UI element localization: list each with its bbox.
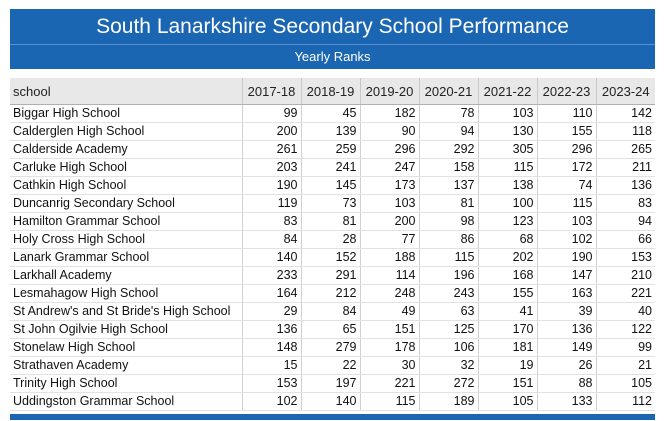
rank-cell: 112 [596,393,655,411]
rank-cell: 168 [478,267,537,285]
rank-cell: 119 [242,195,301,213]
rank-cell: 90 [360,123,419,141]
school-name-cell: St John Ogilvie High School [10,321,242,339]
rank-cell: 305 [478,141,537,159]
school-name-cell: Cathkin High School [10,177,242,195]
rank-cell: 188 [360,249,419,267]
rank-cell: 81 [301,213,360,231]
school-name-cell: Hamilton Grammar School [10,213,242,231]
rank-cell: 138 [478,177,537,195]
rank-cell: 241 [301,159,360,177]
column-header-2022-23[interactable]: 2022-23 [537,78,596,105]
rank-cell: 210 [596,267,655,285]
rank-cell: 40 [596,303,655,321]
rank-cell: 130 [478,123,537,141]
rank-cell: 196 [419,267,478,285]
rank-cell: 39 [537,303,596,321]
rank-cell: 212 [301,285,360,303]
rank-cell: 200 [242,123,301,141]
rank-cell: 211 [596,159,655,177]
table-row [10,213,655,231]
rank-cell: 178 [360,339,419,357]
rank-cell: 221 [596,285,655,303]
rank-cell: 151 [478,375,537,393]
rank-cell: 243 [419,285,478,303]
rank-cell: 190 [537,249,596,267]
rank-cell: 123 [478,213,537,231]
school-name-cell: Carluke High School [10,159,242,177]
column-header-2017-18[interactable]: 2017-18 [242,78,301,105]
rank-cell: 190 [242,177,301,195]
report-panel [10,9,655,420]
rank-cell: 19 [478,357,537,375]
rank-cell: 153 [596,249,655,267]
rank-cell: 197 [301,375,360,393]
school-name-cell: Trinity High School [10,375,242,393]
rank-cell: 296 [360,141,419,159]
rank-cell: 103 [360,195,419,213]
rank-cell: 21 [596,357,655,375]
rank-cell: 247 [360,159,419,177]
rank-cell: 114 [360,267,419,285]
rank-cell: 103 [537,213,596,231]
table-row [10,393,655,411]
column-header-school[interactable]: school [10,78,242,105]
rank-cell: 200 [360,213,419,231]
table-row [10,339,655,357]
rank-cell: 94 [419,123,478,141]
school-name-cell: Biggar High School [10,105,242,123]
rank-cell: 81 [419,195,478,213]
rank-cell: 78 [419,105,478,123]
column-header-2020-21[interactable]: 2020-21 [419,78,478,105]
table-row [10,321,655,339]
rank-cell: 279 [301,339,360,357]
rank-cell: 98 [419,213,478,231]
rank-cell: 122 [596,321,655,339]
rank-cell: 189 [419,393,478,411]
table-row [10,285,655,303]
school-name-cell: Calderside Academy [10,141,242,159]
report-subtitle: Yearly Ranks [10,44,655,69]
table-row [10,141,655,159]
rank-cell: 103 [478,105,537,123]
header-row [10,78,655,105]
table-row [10,249,655,267]
rank-cell: 100 [478,195,537,213]
rank-cell: 142 [596,105,655,123]
column-header-2021-22[interactable]: 2021-22 [478,78,537,105]
rank-cell: 83 [596,195,655,213]
rank-cell: 30 [360,357,419,375]
school-name-cell: Holy Cross High School [10,231,242,249]
rank-cell: 102 [242,393,301,411]
rank-cell: 147 [537,267,596,285]
rank-cell: 99 [596,339,655,357]
school-name-cell: Lesmahagow High School [10,285,242,303]
report-title: South Lanarkshire Secondary School Performance [10,9,655,44]
table-row [10,375,655,393]
rank-cell: 28 [301,231,360,249]
column-header-2023-24[interactable]: 2023-24 [596,78,655,105]
rank-cell: 102 [537,231,596,249]
rank-cell: 181 [478,339,537,357]
rank-cell: 125 [419,321,478,339]
table-row [10,195,655,213]
rank-cell: 152 [301,249,360,267]
rank-cell: 73 [301,195,360,213]
rank-cell: 164 [242,285,301,303]
rank-cell: 136 [596,177,655,195]
rank-cell: 65 [301,321,360,339]
rank-cell: 115 [419,249,478,267]
rank-cell: 45 [301,105,360,123]
rank-cell: 137 [419,177,478,195]
rank-cell: 94 [596,213,655,231]
rank-cell: 182 [360,105,419,123]
rank-cell: 29 [242,303,301,321]
rank-cell: 296 [537,141,596,159]
spacer [10,69,655,78]
table-row [10,159,655,177]
rank-cell: 77 [360,231,419,249]
rank-cell: 203 [242,159,301,177]
rank-cell: 139 [301,123,360,141]
rank-cell: 115 [360,393,419,411]
table-row [10,357,655,375]
rank-cell: 151 [360,321,419,339]
rank-cell: 74 [537,177,596,195]
rank-cell: 99 [242,105,301,123]
rank-cell: 233 [242,267,301,285]
school-name-cell: St Andrew's and St Bride's High School [10,303,242,321]
rank-cell: 63 [419,303,478,321]
rank-cell: 15 [242,357,301,375]
rank-cell: 170 [478,321,537,339]
rank-cell: 88 [537,375,596,393]
school-name-cell: Larkhall Academy [10,267,242,285]
rank-cell: 172 [537,159,596,177]
rank-cell: 105 [596,375,655,393]
rank-cell: 136 [537,321,596,339]
rank-cell: 26 [537,357,596,375]
rank-cell: 145 [301,177,360,195]
rank-cell: 155 [537,123,596,141]
school-name-cell: Calderglen High School [10,123,242,141]
footer-bar [10,414,655,420]
rank-cell: 140 [242,249,301,267]
ranks-table [10,78,655,411]
rank-cell: 84 [242,231,301,249]
rank-cell: 248 [360,285,419,303]
rank-cell: 136 [242,321,301,339]
table-row [10,267,655,285]
school-name-cell: Lanark Grammar School [10,249,242,267]
rank-cell: 22 [301,357,360,375]
rank-cell: 155 [478,285,537,303]
school-name-cell: Strathaven Academy [10,357,242,375]
rank-cell: 49 [360,303,419,321]
rank-cell: 153 [242,375,301,393]
rank-cell: 163 [537,285,596,303]
rank-cell: 158 [419,159,478,177]
rank-cell: 115 [478,159,537,177]
table-row [10,303,655,321]
rank-cell: 221 [360,375,419,393]
column-header-2019-20[interactable]: 2019-20 [360,78,419,105]
rank-cell: 110 [537,105,596,123]
rank-cell: 291 [301,267,360,285]
rank-cell: 261 [242,141,301,159]
rank-cell: 118 [596,123,655,141]
rank-cell: 272 [419,375,478,393]
rank-cell: 149 [537,339,596,357]
rank-cell: 83 [242,213,301,231]
rank-cell: 265 [596,141,655,159]
rank-cell: 173 [360,177,419,195]
rank-cell: 133 [537,393,596,411]
rank-cell: 105 [478,393,537,411]
rank-cell: 115 [537,195,596,213]
table-row [10,177,655,195]
table-row [10,123,655,141]
rank-cell: 86 [419,231,478,249]
table-row [10,105,655,123]
table-row [10,231,655,249]
school-name-cell: Stonelaw High School [10,339,242,357]
school-name-cell: Uddingston Grammar School [10,393,242,411]
rank-cell: 292 [419,141,478,159]
rank-cell: 106 [419,339,478,357]
rank-cell: 68 [478,231,537,249]
rank-cell: 66 [596,231,655,249]
rank-cell: 84 [301,303,360,321]
rank-cell: 202 [478,249,537,267]
rank-cell: 259 [301,141,360,159]
rank-cell: 140 [301,393,360,411]
school-name-cell: Duncanrig Secondary School [10,195,242,213]
table-body [10,105,655,411]
rank-cell: 148 [242,339,301,357]
rank-cell: 41 [478,303,537,321]
column-header-2018-19[interactable]: 2018-19 [301,78,360,105]
rank-cell: 32 [419,357,478,375]
